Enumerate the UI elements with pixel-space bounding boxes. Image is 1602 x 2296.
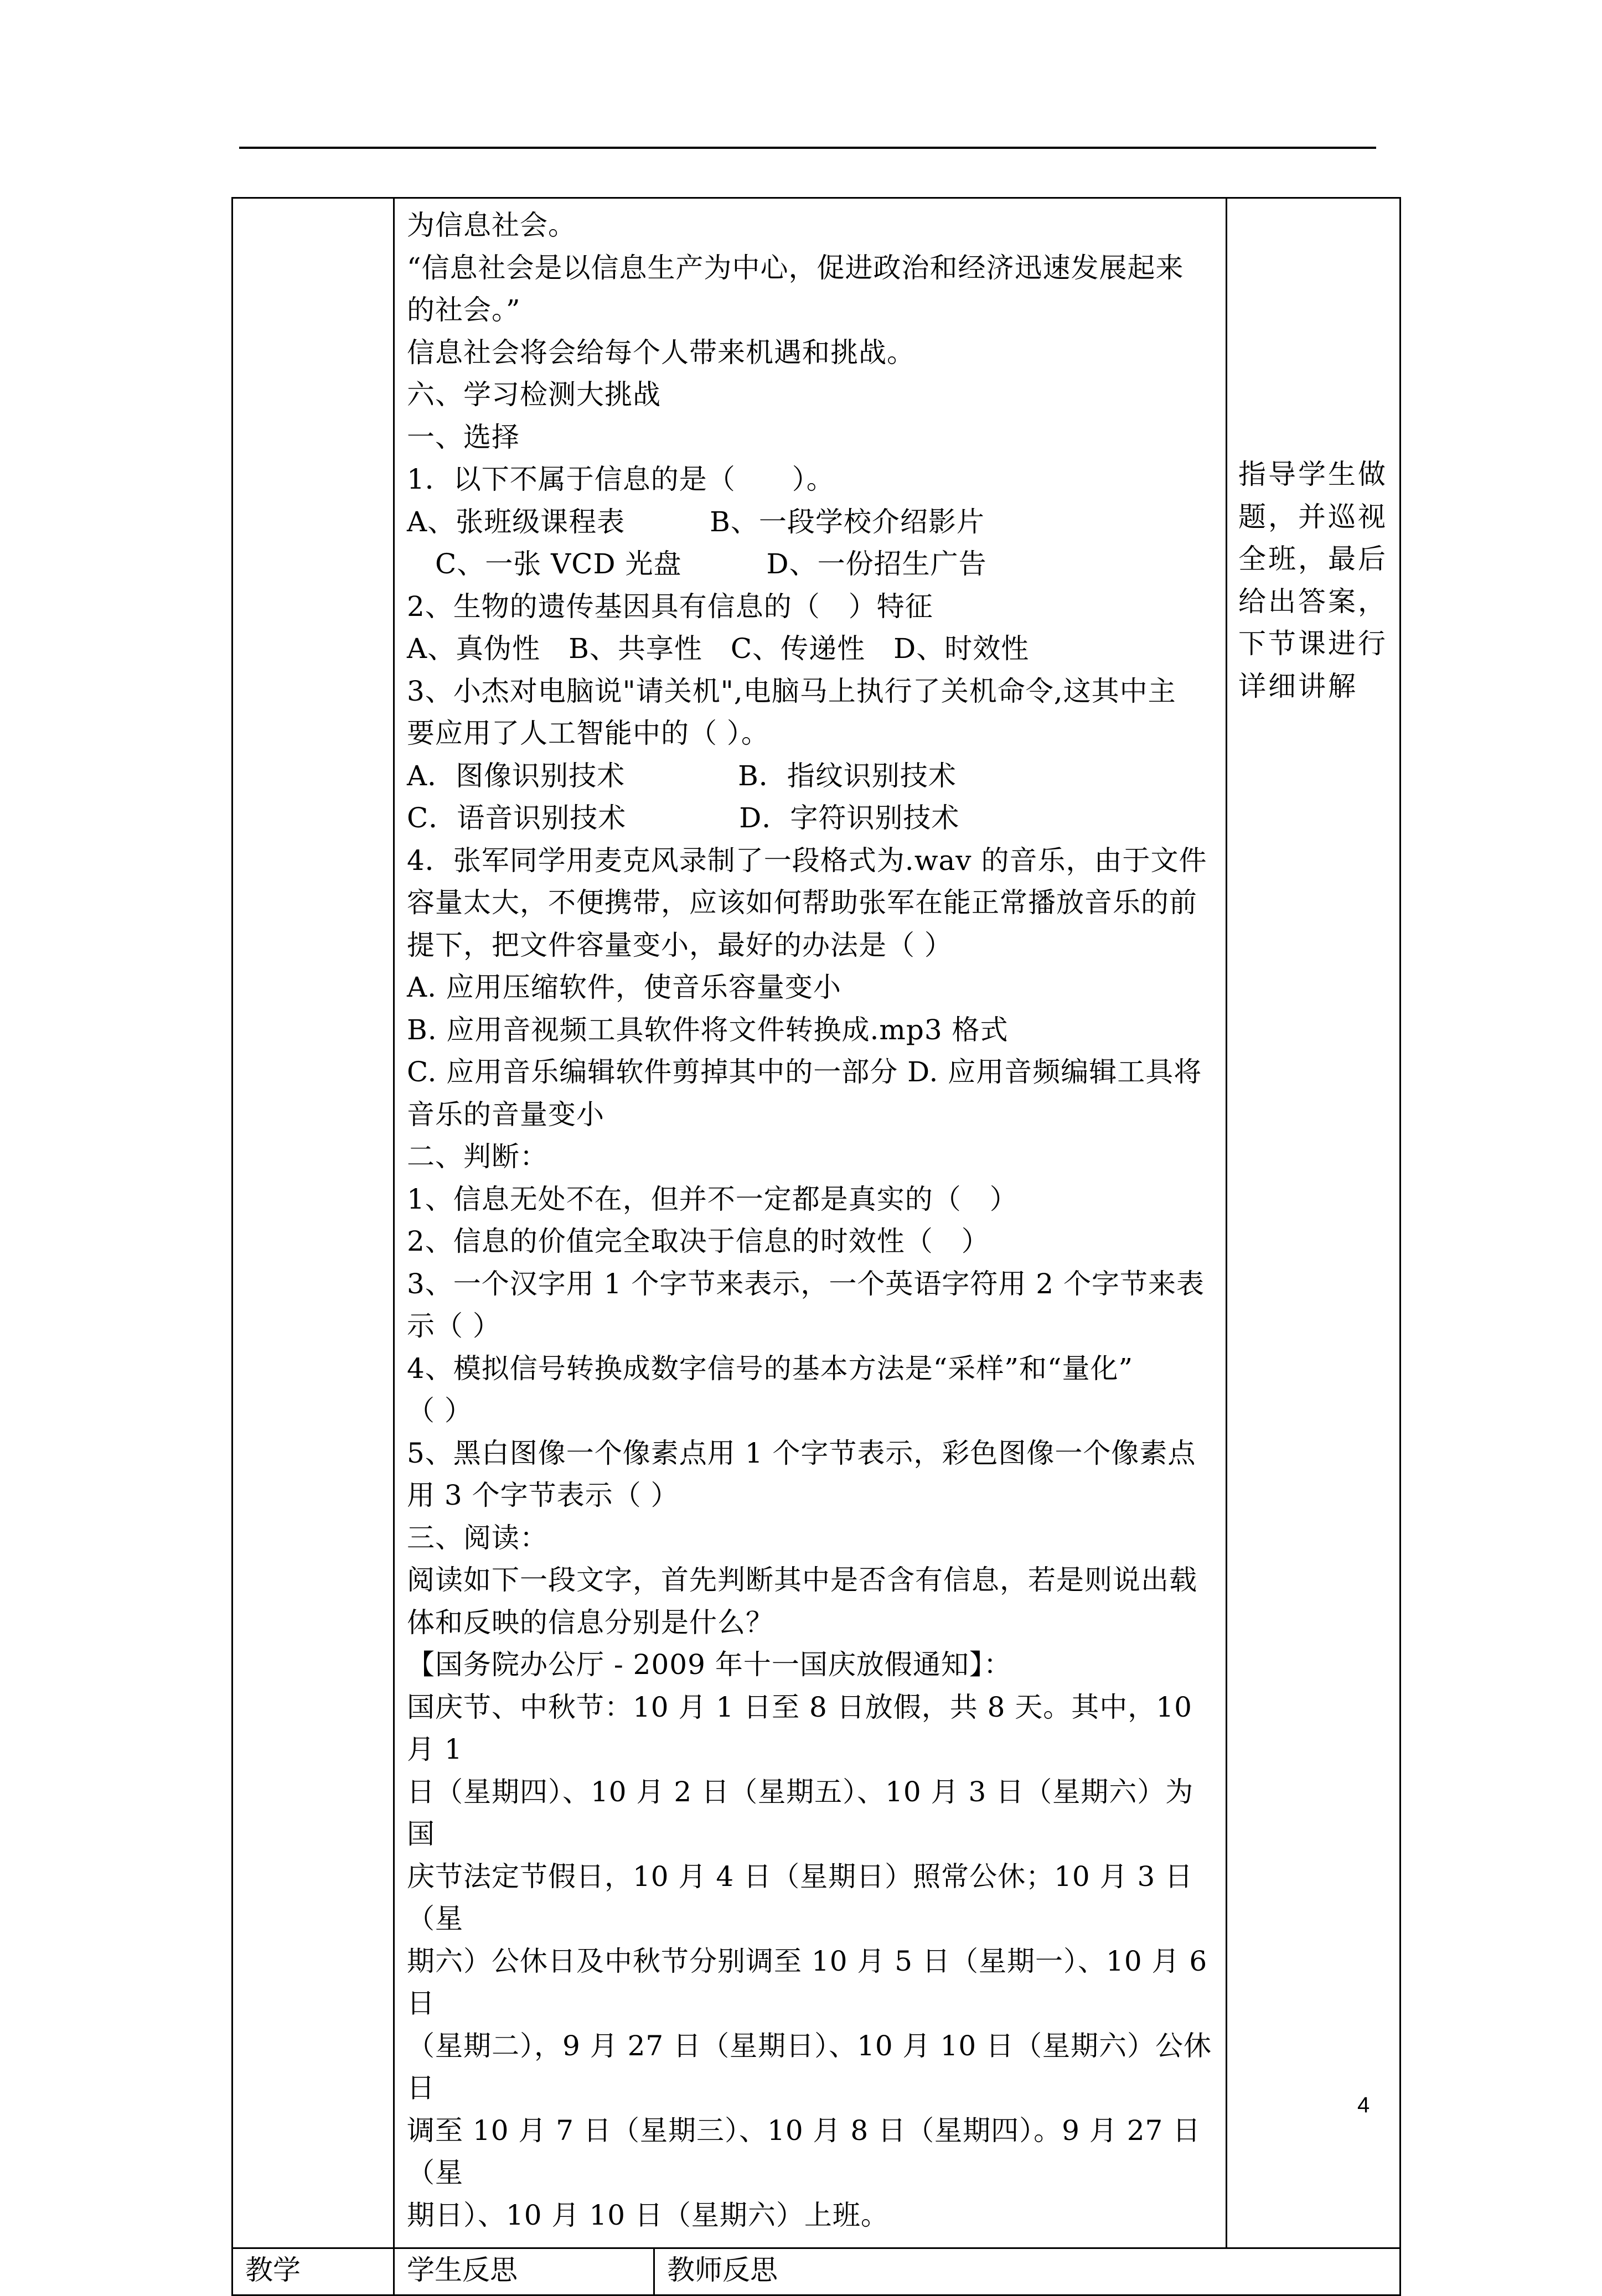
content-line: 二、判断：: [407, 1141, 548, 1173]
content-line: 示（ ）: [407, 1310, 501, 1342]
content-line: 用 3 个字节表示（ ）: [407, 1479, 679, 1511]
content-line: 国庆节、中秋节：10 月 1 日至 8 日放假，共 8 天。其中，10 月 1: [407, 1691, 1192, 1765]
content-line: 提下，把文件容量变小，最好的办法是（ ）: [407, 929, 953, 961]
content-line: 2、生物的遗传基因具有信息的（ ）特征: [407, 590, 933, 623]
content-row: [232, 198, 1401, 2248]
content-line: 容量太大，不便携带，应该如何帮助张军在能正常播放音乐的前: [407, 887, 1197, 919]
content-line: （ ）: [407, 1395, 473, 1427]
note-line: 题，并巡视: [1238, 500, 1388, 533]
content-line: 1．以下不属于信息的是（ ）。: [407, 463, 835, 495]
content-line: C．语音识别技术 D．字符识别技术: [407, 802, 960, 834]
content-line: 3、一个汉字用 1 个字节来表示，一个英语字符用 2 个字节来表: [407, 1267, 1205, 1300]
teacher-note: [1238, 453, 1393, 707]
content-line: C、一张 VCD 光盘 D、一份招生广告: [407, 548, 987, 580]
content-line: 庆节法定节假日，10 月 4 日（星期日）照常公休；10 月 3 日（星: [407, 1860, 1193, 1935]
content-line: 三、阅读：: [407, 1521, 548, 1554]
teacher-reflection-label: 教师反思: [654, 2248, 1401, 2295]
content-line: （星期二），9 月 27 日（星期日）、10 月 10 日（星期六）公休日: [407, 2029, 1212, 2104]
content-line: 4．张军同学用麦克风录制了一段格式为.wav 的音乐，由于文件: [407, 844, 1207, 877]
lesson-content-cell: [394, 198, 1227, 2248]
content-line: A、真伪性 B、共享性 C、传递性 D、时效性: [407, 633, 1030, 665]
content-line: 1、信息无处不在，但并不一定都是真实的（ ）: [407, 1183, 1018, 1215]
content-line: 期六）公休日及中秋节分别调至 10 月 5 日（星期一）、10 月 6 日: [407, 1945, 1208, 2019]
content-line: 2、信息的价值完全取决于信息的时效性（ ）: [407, 1225, 990, 1257]
page-number: 4: [1357, 2093, 1370, 2117]
content-line: 【国务院办公厅 - 2009 年十一国庆放假通知】：: [407, 1649, 1012, 1681]
content-line: A、张班级课程表 B、一段学校介绍影片: [407, 505, 985, 538]
content-line: 日（星期四）、10 月 2 日（星期五）、10 月 3 日（星期六）为国: [407, 1775, 1194, 1850]
note-line: 给出答案，: [1238, 585, 1388, 618]
student-reflection-label: 学生反思: [394, 2248, 654, 2295]
content-line: 期日）、10 月 10 日（星期六）上班。: [407, 2199, 889, 2231]
teacher-note-cell: [1227, 198, 1401, 2248]
content-line: A．图像识别技术 B．指纹识别技术: [407, 759, 957, 792]
content-line: 信息社会将会给每个人带来机遇和挑战。: [407, 336, 915, 369]
content-line: 调至 10 月 7 日（星期三）、10 月 8 日（星期四）。9 月 27 日（星: [407, 2114, 1201, 2189]
content-line: 为信息社会。: [407, 209, 576, 241]
note-line: 指导学生做: [1238, 458, 1388, 490]
reflection-row: [232, 2248, 1401, 2295]
content-line: “信息社会是以信息生产为中心，促进政治和经济迅速发展起来: [407, 251, 1184, 284]
content-line: 阅读如下一段文字，首先判断其中是否含有信息，若是则说出载: [407, 1564, 1197, 1596]
content-line: 要应用了人工智能中的（ ）。: [407, 717, 769, 749]
note-line: 全班，最后: [1238, 543, 1388, 575]
content-line: 六、学习检测大挑战: [407, 379, 661, 411]
content-line: A. 应用压缩软件，使音乐容量变小: [407, 971, 841, 1003]
content-line: 体和反映的信息分别是什么？: [407, 1606, 774, 1639]
header-rule: [239, 147, 1376, 149]
teaching-label: 教学: [232, 2248, 394, 2295]
note-line: 详细讲解: [1238, 670, 1358, 702]
content-line: 3、小杰对电脑说"请关机",电脑马上执行了关机命令,这其中主: [407, 675, 1176, 707]
content-line: 音乐的音量变小: [407, 1098, 604, 1131]
lesson-plan-table: [231, 197, 1401, 2296]
content-line: 的社会。”: [407, 294, 521, 326]
note-line: 下节课进行: [1238, 628, 1388, 660]
content-line: B. 应用音视频工具软件将文件转换成.mp3 格式: [407, 1013, 1009, 1046]
content-line: 4、模拟信号转换成数字信号的基本方法是“采样”和“量化”: [407, 1352, 1134, 1385]
content-line: 一、选择: [407, 421, 520, 453]
content-line: 5、黑白图像一个像素点用 1 个字节表示，彩色图像一个像素点: [407, 1437, 1196, 1469]
content-line: C. 应用音乐编辑软件剪掉其中的一部分 D. 应用音频编辑工具将: [407, 1056, 1202, 1088]
lesson-content: [407, 204, 1213, 2236]
row-label-cell: [232, 198, 394, 2248]
